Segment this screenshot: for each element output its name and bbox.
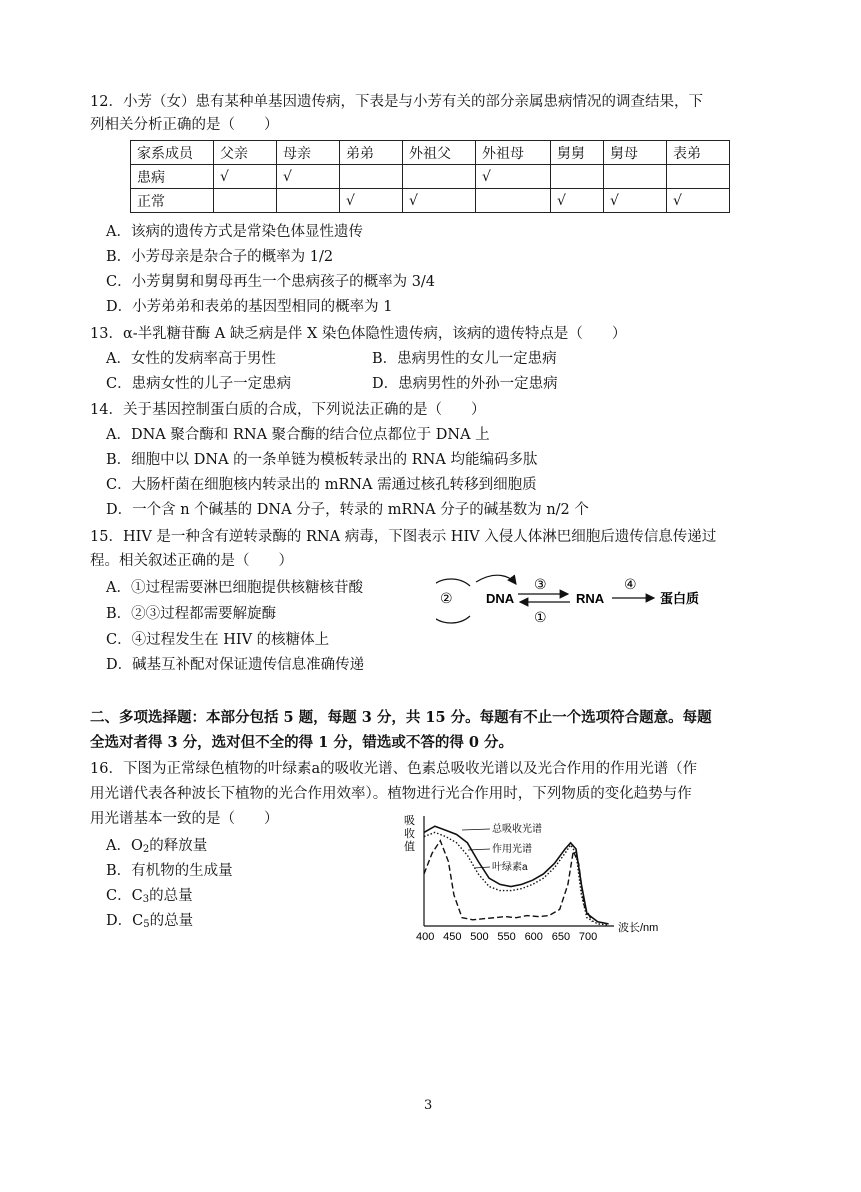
x-tick-label: 550 bbox=[497, 931, 516, 943]
x-tick-label: 700 bbox=[578, 931, 598, 943]
q13-option-c: C．患病女性的儿子一定患病 bbox=[106, 376, 292, 392]
series-label: 叶绿素a bbox=[492, 862, 528, 873]
series-label: 作用光谱 bbox=[492, 844, 532, 855]
process-2-label: ② bbox=[440, 590, 453, 606]
q14-option-b: B．细胞中以 DNA 的一条单链为模板转录出的 RNA 均能编码多肽 bbox=[106, 452, 538, 468]
series-label: 总吸收光谱 bbox=[492, 824, 542, 835]
process-4-label: ④ bbox=[624, 576, 637, 592]
page-number: 3 bbox=[424, 1098, 433, 1113]
series-leader-line bbox=[474, 867, 490, 868]
q12-option-d: D．小芳弟弟和表弟的基因型相同的概率为 1 bbox=[106, 299, 393, 315]
protein-label: 蛋白质 bbox=[660, 591, 700, 606]
q14-stem: 14．关于基因控制蛋白质的合成，下列说法正确的是（ ） bbox=[90, 402, 486, 418]
table-cell bbox=[551, 165, 604, 189]
table-cell: √ bbox=[551, 189, 604, 213]
table-cell: 弟弟 bbox=[340, 141, 403, 165]
table-row-sick bbox=[131, 165, 730, 189]
q13-option-d: D．患病男性的外孙一定患病 bbox=[372, 376, 558, 392]
y-axis-label-char: 吸 bbox=[404, 815, 415, 827]
x-tick-label: 650 bbox=[551, 931, 571, 943]
x-tick-label: 500 bbox=[470, 931, 489, 943]
x-tick-label: 600 bbox=[524, 931, 543, 943]
q16-option-c bbox=[106, 886, 193, 910]
q15-option-d: D．碱基互补配对保证遗传信息准确传递 bbox=[106, 657, 365, 673]
q13-option-b: B．患病男性的女儿一定患病 bbox=[372, 351, 557, 367]
rna-label: RNA bbox=[576, 591, 605, 606]
q16-option-c-prefix: C．C bbox=[106, 888, 143, 904]
q16-stem-line3: 用光谱基本一致的是（ ） bbox=[90, 811, 279, 827]
q16-option-a bbox=[106, 836, 207, 860]
table-row-normal bbox=[131, 189, 730, 213]
series-group bbox=[424, 826, 609, 925]
table-cell bbox=[403, 165, 476, 189]
table-cell bbox=[667, 165, 730, 189]
y-axis-label-group bbox=[404, 814, 415, 853]
q12-stem-line2: 列相关分析正确的是（ ） bbox=[90, 117, 279, 133]
table-cell: 外祖父 bbox=[403, 141, 476, 165]
table-cell: 父亲 bbox=[214, 141, 277, 165]
table-cell: 母亲 bbox=[277, 141, 340, 165]
q16-option-c-suffix: 的总量 bbox=[149, 888, 193, 904]
q16-option-b: B．有机物的生成量 bbox=[106, 863, 233, 879]
y-axis-label-char: 收 bbox=[404, 828, 415, 840]
table-cell: √ bbox=[277, 165, 340, 189]
q13-stem: 13．α-半乳糖苷酶 A 缺乏病是伴 X 染色体隐性遗传病，该病的遗传特点是（ ） bbox=[90, 326, 627, 342]
q14-option-a: A．DNA 聚合酶和 RNA 聚合酶的结合位点都位于 DNA 上 bbox=[106, 427, 490, 443]
table-cell: √ bbox=[403, 189, 476, 213]
kinship-table bbox=[130, 140, 730, 213]
q16-option-d bbox=[106, 911, 193, 935]
table-cell: √ bbox=[667, 189, 730, 213]
q15-option-a: A．①过程需要淋巴细胞提供核糖核苷酸 bbox=[106, 580, 363, 596]
genetic-information-flow-diagram bbox=[436, 572, 716, 626]
table-cell: 患病 bbox=[131, 165, 214, 189]
table-cell bbox=[277, 189, 340, 213]
q15-stem-line2: 程。相关叙述正确的是（ ） bbox=[90, 553, 293, 569]
table-cell: √ bbox=[214, 165, 277, 189]
table-cell: 家系成员 bbox=[131, 141, 214, 165]
q12-option-b: B．小芳母亲是杂合子的概率为 1/2 bbox=[106, 249, 334, 265]
q16-option-d-suffix: 的总量 bbox=[149, 913, 194, 929]
process-1-label: ① bbox=[534, 609, 547, 625]
x-tick-label: 400 bbox=[416, 931, 435, 943]
q12-option-a: A．该病的遗传方式是常染色体显性遗传 bbox=[106, 224, 363, 240]
table-cell: √ bbox=[476, 165, 551, 189]
q16-option-c-subscript: 3 bbox=[142, 894, 150, 905]
q13-option-a: A．女性的发病率高于男性 bbox=[106, 351, 276, 367]
table-cell bbox=[214, 189, 277, 213]
table-header-row bbox=[131, 141, 730, 165]
q12-option-c: C．小芳舅舅和舅母再生一个患病孩子的概率为 3/4 bbox=[106, 274, 436, 290]
table-cell: 舅舅 bbox=[551, 141, 604, 165]
process-3-label: ③ bbox=[534, 576, 547, 592]
q14-option-d: D．一个含 n 个碱基的 DNA 分子，转录的 mRNA 分子的碱基数为 n/2 个 bbox=[106, 502, 589, 518]
q16-stem-line1: 16．下图为正常绿色植物的叶绿素a的吸收光谱、色素总吸收光谱以及光合作用的作用光谱（作 bbox=[90, 761, 698, 777]
table-cell: 表弟 bbox=[667, 141, 730, 165]
table-cell: √ bbox=[604, 189, 667, 213]
y-axis-label-char: 值 bbox=[404, 841, 415, 853]
section2-heading-line1: 二、多项选择题：本部分包括 5 题，每题 3 分，共 15 分。每题有不止一个选项符合题意。每题 bbox=[90, 709, 712, 726]
q16-option-d-subscript: 5 bbox=[143, 919, 150, 930]
table-cell: 舅母 bbox=[604, 141, 667, 165]
q16-option-d-prefix: D．C bbox=[106, 913, 144, 929]
x-axis-label: 波长/nm bbox=[618, 922, 659, 934]
table-cell bbox=[476, 189, 551, 213]
q15-stem-line1: 15．HIV 是一种含有逆转录酶的 RNA 病毒，下图表示 HIV 入侵人体淋巴细胞后遗传信息传递过 bbox=[90, 529, 717, 545]
q16-option-a-suffix: 的释放量 bbox=[149, 838, 208, 854]
section2-heading-line2: 全选对者得 3 分，选对但不全的得 1 分，错选或不答的得 0 分。 bbox=[90, 734, 514, 751]
table-cell bbox=[604, 165, 667, 189]
q16-option-a-prefix: A．O bbox=[106, 838, 143, 854]
dna-label: DNA bbox=[486, 591, 515, 606]
table-cell: 正常 bbox=[131, 189, 214, 213]
q14-option-c: C．大肠杆菌在细胞核内转录出的 mRNA 需通过核孔转移到细胞质 bbox=[106, 477, 537, 493]
replication-arrow-head bbox=[476, 575, 516, 584]
table-cell bbox=[340, 165, 403, 189]
x-tick-label: 450 bbox=[443, 931, 462, 943]
table-cell: √ bbox=[340, 189, 403, 213]
q12-stem-line1: 12．小芳（女）患有某种单基因遗传病，下表是与小芳有关的部分亲属患病情况的调查结果，下 bbox=[90, 94, 703, 110]
table-cell: 外祖母 bbox=[476, 141, 551, 165]
q16-option-a-subscript: 2 bbox=[142, 844, 150, 855]
spectrum-chart bbox=[400, 812, 700, 952]
series-line-0 bbox=[424, 826, 609, 924]
q15-option-b: B．②③过程都需要解旋酶 bbox=[106, 606, 277, 622]
x-tick-labels bbox=[416, 931, 597, 943]
series-leader-line bbox=[462, 829, 490, 830]
q15-option-c: C．④过程发生在 HIV 的核糖体上 bbox=[106, 632, 330, 648]
q16-stem-line2: 用光谱代表各种波长下植物的光合作用效率）。植物进行光合作用时，下列物质的变化趋势与作 bbox=[90, 786, 692, 802]
